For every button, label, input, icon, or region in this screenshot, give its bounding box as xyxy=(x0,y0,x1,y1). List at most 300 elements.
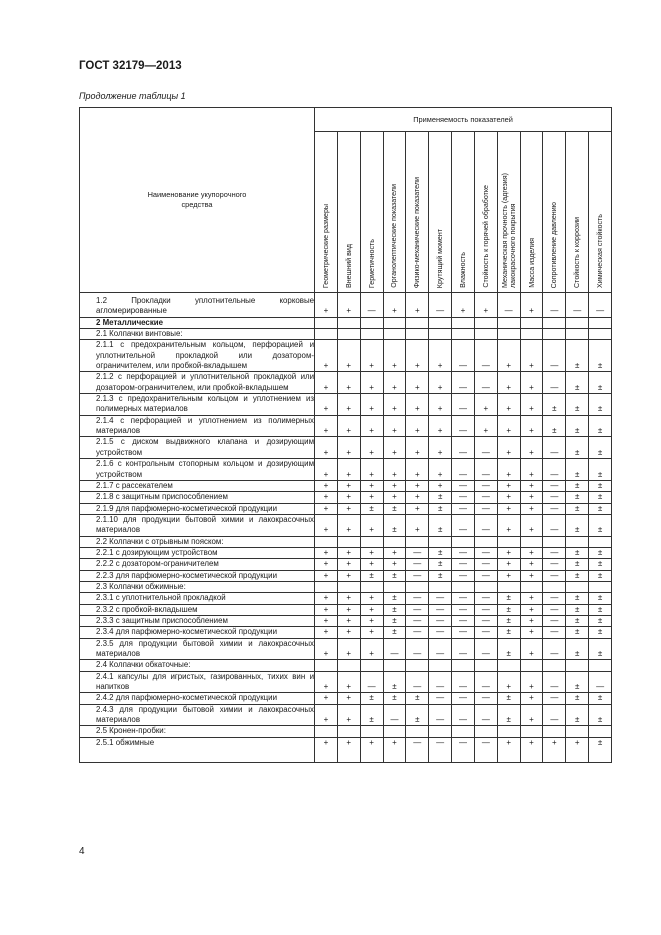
mark-cell: ± xyxy=(589,604,612,615)
mark-cell xyxy=(452,726,475,737)
mark-cell: — xyxy=(429,615,452,626)
mark-cell: ± xyxy=(589,593,612,604)
indicator-header xyxy=(589,132,612,293)
mark-cell: — xyxy=(474,459,497,481)
mark-cell: — xyxy=(452,394,475,416)
mark-cell: + xyxy=(315,437,338,459)
table-row xyxy=(80,737,612,762)
mark-cell: ± xyxy=(406,704,429,726)
indicator-header xyxy=(520,132,543,293)
mark-cell: + xyxy=(429,415,452,437)
mark-cell: — xyxy=(474,372,497,394)
mark-cell: ± xyxy=(566,459,589,481)
row-name: 2.5 Кронен-пробки: xyxy=(80,726,315,737)
mark-cell: — xyxy=(452,514,475,536)
table-row xyxy=(80,536,612,547)
mark-cell: + xyxy=(429,437,452,459)
mark-cell: — xyxy=(474,437,497,459)
table-body xyxy=(80,293,612,763)
mark-cell: + xyxy=(360,459,383,481)
mark-cell: — xyxy=(543,480,566,491)
mark-cell xyxy=(589,581,612,592)
mark-cell: + xyxy=(360,340,383,372)
mark-cell: + xyxy=(337,394,360,416)
mark-cell: + xyxy=(520,394,543,416)
mark-cell: ± xyxy=(589,437,612,459)
mark-cell xyxy=(406,660,429,671)
mark-cell: + xyxy=(520,693,543,704)
mark-cell xyxy=(566,329,589,340)
mark-cell: + xyxy=(497,570,520,581)
mark-cell: — xyxy=(474,627,497,638)
mark-cell: + xyxy=(474,293,497,318)
mark-cell: + xyxy=(337,492,360,503)
mark-cell: ± xyxy=(589,514,612,536)
document-title: ГОСТ 32179—2013 xyxy=(79,60,182,72)
mark-cell: + xyxy=(383,394,406,416)
mark-cell: — xyxy=(566,293,589,318)
mark-cell: + xyxy=(315,704,338,726)
mark-cell: ± xyxy=(497,604,520,615)
mark-cell: + xyxy=(520,340,543,372)
row-name: 2.2 Колпачки с отрывным пояском: xyxy=(80,536,315,547)
mark-cell xyxy=(452,536,475,547)
mark-cell: + xyxy=(497,340,520,372)
mark-cell: — xyxy=(543,293,566,318)
mark-cell: + xyxy=(429,394,452,416)
indicator-header xyxy=(566,132,589,293)
mark-cell: ± xyxy=(383,514,406,536)
mark-cell: — xyxy=(406,547,429,558)
mark-cell: + xyxy=(315,627,338,638)
table-row xyxy=(80,437,612,459)
mark-cell: + xyxy=(360,593,383,604)
mark-cell: ± xyxy=(589,372,612,394)
mark-cell xyxy=(360,581,383,592)
mark-cell: + xyxy=(360,437,383,459)
mark-cell: ± xyxy=(589,570,612,581)
mark-cell: + xyxy=(520,737,543,762)
mark-cell: + xyxy=(497,394,520,416)
table-row xyxy=(80,726,612,737)
mark-cell: + xyxy=(383,480,406,491)
table-row xyxy=(80,559,612,570)
mark-cell: + xyxy=(337,737,360,762)
mark-cell: + xyxy=(360,559,383,570)
mark-cell: + xyxy=(315,638,338,660)
mark-cell: + xyxy=(315,394,338,416)
mark-cell: — xyxy=(474,570,497,581)
row-name: 2.5.1 обжимные xyxy=(80,737,315,762)
mark-cell: ± xyxy=(566,559,589,570)
table-row xyxy=(80,693,612,704)
mark-cell: + xyxy=(406,492,429,503)
mark-cell: + xyxy=(315,503,338,514)
row-name: 2.3 Колпачки обжимные: xyxy=(80,581,315,592)
row-name: 2.1.9 для парфюмерно-косметической продукции xyxy=(80,503,315,514)
mark-cell: + xyxy=(520,514,543,536)
mark-cell: ± xyxy=(589,615,612,626)
mark-cell: ± xyxy=(406,693,429,704)
row-name: 2.2.1 с дозирующим устройством xyxy=(80,547,315,558)
mark-cell: ± xyxy=(589,459,612,481)
mark-cell xyxy=(315,317,338,328)
mark-cell: ± xyxy=(497,615,520,626)
mark-cell: + xyxy=(383,293,406,318)
mark-cell xyxy=(474,329,497,340)
mark-cell: — xyxy=(429,737,452,762)
mark-cell: + xyxy=(337,704,360,726)
mark-cell: + xyxy=(520,503,543,514)
mark-cell: — xyxy=(429,671,452,693)
mark-cell xyxy=(337,329,360,340)
mark-cell xyxy=(315,660,338,671)
mark-cell xyxy=(406,536,429,547)
mark-cell: + xyxy=(429,372,452,394)
mark-cell: + xyxy=(383,437,406,459)
table-row xyxy=(80,459,612,481)
mark-cell: ± xyxy=(589,547,612,558)
table-continuation-label: Продолжение таблицы 1 xyxy=(79,91,186,101)
mark-cell: ± xyxy=(566,704,589,726)
mark-cell xyxy=(383,581,406,592)
mark-cell: ± xyxy=(589,737,612,762)
indicator-header xyxy=(337,132,360,293)
mark-cell: ± xyxy=(383,593,406,604)
mark-cell: ± xyxy=(383,570,406,581)
mark-cell: + xyxy=(383,459,406,481)
mark-cell: — xyxy=(383,704,406,726)
mark-cell: + xyxy=(315,547,338,558)
mark-cell: + xyxy=(337,693,360,704)
mark-cell xyxy=(520,581,543,592)
indicator-header xyxy=(406,132,429,293)
mark-cell xyxy=(315,536,338,547)
mark-cell: — xyxy=(543,570,566,581)
mark-cell: — xyxy=(543,693,566,704)
mark-cell: ± xyxy=(566,415,589,437)
mark-cell: ± xyxy=(589,559,612,570)
mark-cell: — xyxy=(589,293,612,318)
mark-cell: ± xyxy=(566,514,589,536)
mark-cell: + xyxy=(520,372,543,394)
mark-cell: — xyxy=(543,671,566,693)
mark-cell: — xyxy=(406,671,429,693)
mark-cell: — xyxy=(497,293,520,318)
mark-cell: — xyxy=(543,704,566,726)
mark-cell: — xyxy=(474,559,497,570)
mark-cell xyxy=(383,536,406,547)
row-name: 1.2 Прокладки уплотнительные корковые агломерированные xyxy=(80,293,315,318)
column-group-header: Применяемость показателей xyxy=(315,108,612,132)
row-name: 2.4.1 капсулы для игристых, газированных, тихих вин и напитков xyxy=(80,671,315,693)
table-row xyxy=(80,570,612,581)
table-row xyxy=(80,547,612,558)
mark-cell xyxy=(429,581,452,592)
mark-cell: + xyxy=(520,459,543,481)
mark-cell: — xyxy=(543,638,566,660)
mark-cell: ± xyxy=(543,415,566,437)
mark-cell: ± xyxy=(497,627,520,638)
indicator-header-text: Механическая прочность (адгезия) лакокрасочного покрытия xyxy=(500,173,517,288)
mark-cell: + xyxy=(315,559,338,570)
mark-cell: ± xyxy=(429,514,452,536)
mark-cell xyxy=(406,317,429,328)
mark-cell: ± xyxy=(566,503,589,514)
mark-cell: + xyxy=(497,459,520,481)
mark-cell: — xyxy=(429,293,452,318)
indicator-header-text: Герметичность xyxy=(367,238,376,288)
row-name: 2.1.6 с контрольным стопорным кольцом и дозирующим устройством xyxy=(80,459,315,481)
mark-cell xyxy=(337,536,360,547)
mark-cell: — xyxy=(543,547,566,558)
mark-cell: — xyxy=(383,638,406,660)
indicator-header xyxy=(383,132,406,293)
indicator-header xyxy=(497,132,520,293)
mark-cell: — xyxy=(474,547,497,558)
table-row xyxy=(80,492,612,503)
mark-cell: ± xyxy=(497,704,520,726)
mark-cell xyxy=(406,581,429,592)
table-row xyxy=(80,581,612,592)
mark-cell xyxy=(360,660,383,671)
mark-cell xyxy=(497,317,520,328)
mark-cell: ± xyxy=(589,503,612,514)
table-row xyxy=(80,317,612,328)
mark-cell: + xyxy=(337,627,360,638)
mark-cell: + xyxy=(406,437,429,459)
mark-cell: + xyxy=(360,514,383,536)
mark-cell: ± xyxy=(566,340,589,372)
table-row xyxy=(80,615,612,626)
mark-cell: + xyxy=(497,480,520,491)
mark-cell: — xyxy=(452,459,475,481)
mark-cell: + xyxy=(520,627,543,638)
mark-cell xyxy=(566,726,589,737)
mark-cell: + xyxy=(497,671,520,693)
mark-cell: + xyxy=(406,459,429,481)
mark-cell: — xyxy=(474,704,497,726)
mark-cell: — xyxy=(452,503,475,514)
mark-cell: ± xyxy=(429,503,452,514)
table-row xyxy=(80,604,612,615)
mark-cell: ± xyxy=(429,559,452,570)
mark-cell: ± xyxy=(566,570,589,581)
row-name: 2.1.3 с предохранительным кольцом и уплотнением из полимерных материалов xyxy=(80,394,315,416)
mark-cell: + xyxy=(520,492,543,503)
mark-cell: ± xyxy=(383,604,406,615)
mark-cell: — xyxy=(543,593,566,604)
mark-cell: — xyxy=(406,615,429,626)
mark-cell: — xyxy=(406,737,429,762)
column-header-name xyxy=(80,108,315,293)
mark-cell: — xyxy=(474,638,497,660)
table-row xyxy=(80,293,612,318)
mark-cell xyxy=(383,317,406,328)
mark-cell xyxy=(589,317,612,328)
mark-cell: — xyxy=(429,604,452,615)
mark-cell: ± xyxy=(383,615,406,626)
table-row xyxy=(80,514,612,536)
indicator-header xyxy=(543,132,566,293)
mark-cell: — xyxy=(429,693,452,704)
mark-cell: ± xyxy=(497,593,520,604)
mark-cell: — xyxy=(429,593,452,604)
mark-cell: — xyxy=(474,514,497,536)
indicator-header xyxy=(360,132,383,293)
indicator-header-text: Стойкость к горячей обработке xyxy=(481,185,490,288)
mark-cell xyxy=(543,581,566,592)
table-row xyxy=(80,671,612,693)
mark-cell: + xyxy=(406,480,429,491)
mark-cell: ± xyxy=(566,593,589,604)
mark-cell: — xyxy=(406,559,429,570)
mark-cell: — xyxy=(543,437,566,459)
mark-cell: + xyxy=(315,372,338,394)
mark-cell: + xyxy=(315,459,338,481)
mark-cell: — xyxy=(474,693,497,704)
indicator-header xyxy=(452,132,475,293)
indicator-header xyxy=(474,132,497,293)
indicator-header-text: Внешний вид xyxy=(344,244,353,288)
mark-cell: + xyxy=(520,437,543,459)
mark-cell: + xyxy=(315,671,338,693)
mark-cell: ± xyxy=(360,570,383,581)
mark-cell: ± xyxy=(360,693,383,704)
mark-cell: ± xyxy=(360,704,383,726)
mark-cell xyxy=(520,317,543,328)
mark-cell: + xyxy=(360,627,383,638)
mark-cell xyxy=(360,317,383,328)
mark-cell: + xyxy=(360,492,383,503)
mark-cell: + xyxy=(497,415,520,437)
mark-cell: — xyxy=(452,480,475,491)
mark-cell xyxy=(452,317,475,328)
mark-cell: + xyxy=(360,547,383,558)
mark-cell: + xyxy=(315,737,338,762)
mark-cell xyxy=(337,660,360,671)
mark-cell: ± xyxy=(566,372,589,394)
mark-cell: — xyxy=(543,604,566,615)
mark-cell: ± xyxy=(429,570,452,581)
mark-cell: + xyxy=(429,459,452,481)
mark-cell xyxy=(474,536,497,547)
mark-cell xyxy=(429,726,452,737)
mark-cell: ± xyxy=(589,340,612,372)
mark-cell: + xyxy=(337,480,360,491)
mark-cell: + xyxy=(337,547,360,558)
mark-cell: + xyxy=(520,638,543,660)
mark-cell: ± xyxy=(589,394,612,416)
mark-cell xyxy=(474,581,497,592)
mark-cell: + xyxy=(497,737,520,762)
mark-cell: + xyxy=(383,340,406,372)
row-name: 2.2.2 с дозатором-ограничителем xyxy=(80,559,315,570)
mark-cell: + xyxy=(497,372,520,394)
mark-cell xyxy=(452,329,475,340)
mark-cell: + xyxy=(337,293,360,318)
mark-cell: + xyxy=(474,394,497,416)
mark-cell: + xyxy=(315,293,338,318)
mark-cell: + xyxy=(337,340,360,372)
mark-cell xyxy=(474,317,497,328)
mark-cell: ± xyxy=(566,627,589,638)
mark-cell: — xyxy=(543,503,566,514)
mark-cell xyxy=(543,329,566,340)
mark-cell xyxy=(337,581,360,592)
mark-cell: ± xyxy=(589,627,612,638)
mark-cell: + xyxy=(520,604,543,615)
indicator-header xyxy=(429,132,452,293)
mark-cell: — xyxy=(406,604,429,615)
mark-cell: + xyxy=(383,737,406,762)
mark-cell xyxy=(520,329,543,340)
mark-cell xyxy=(406,726,429,737)
mark-cell xyxy=(383,726,406,737)
mark-cell: ± xyxy=(589,415,612,437)
mark-cell: — xyxy=(429,704,452,726)
mark-cell: — xyxy=(452,627,475,638)
indicator-header-text: Сопротивление давлению xyxy=(550,201,559,288)
mark-cell: + xyxy=(406,394,429,416)
mark-cell: — xyxy=(543,492,566,503)
row-name: 2.2.3 для парфюмерно-косметической продукции xyxy=(80,570,315,581)
mark-cell: — xyxy=(474,340,497,372)
mark-cell xyxy=(497,660,520,671)
mark-cell: + xyxy=(406,372,429,394)
table-row xyxy=(80,503,612,514)
mark-cell: ± xyxy=(566,693,589,704)
mark-cell: — xyxy=(452,604,475,615)
mark-cell xyxy=(566,536,589,547)
mark-cell: — xyxy=(474,503,497,514)
mark-cell xyxy=(452,581,475,592)
mark-cell xyxy=(337,317,360,328)
mark-cell: + xyxy=(520,480,543,491)
mark-cell: — xyxy=(474,671,497,693)
mark-cell: + xyxy=(497,559,520,570)
indicator-header xyxy=(315,132,338,293)
mark-cell: ± xyxy=(589,492,612,503)
mark-cell xyxy=(406,329,429,340)
mark-cell xyxy=(474,726,497,737)
mark-cell: — xyxy=(452,593,475,604)
mark-cell xyxy=(520,726,543,737)
mark-cell: ± xyxy=(566,604,589,615)
mark-cell: + xyxy=(406,415,429,437)
mark-cell xyxy=(360,329,383,340)
mark-cell: + xyxy=(406,514,429,536)
mark-cell: + xyxy=(315,570,338,581)
mark-cell: + xyxy=(429,340,452,372)
mark-cell: — xyxy=(452,693,475,704)
row-name: 2 Металлические xyxy=(80,317,315,328)
mark-cell: — xyxy=(452,415,475,437)
mark-cell: — xyxy=(452,547,475,558)
mark-cell: — xyxy=(452,704,475,726)
row-name: 2.4.3 для продукции бытовой химии и лакокрасочных материалов xyxy=(80,704,315,726)
mark-cell xyxy=(315,329,338,340)
mark-cell xyxy=(497,329,520,340)
mark-cell: — xyxy=(452,372,475,394)
mark-cell xyxy=(566,317,589,328)
mark-cell: + xyxy=(360,737,383,762)
mark-cell: — xyxy=(474,604,497,615)
row-name: 2.1.10 для продукции бытовой химии и лакокрасочных материалов xyxy=(80,514,315,536)
indicator-header-text: Стойкость к коррозии xyxy=(573,217,582,288)
mark-cell xyxy=(360,726,383,737)
mark-cell xyxy=(383,329,406,340)
